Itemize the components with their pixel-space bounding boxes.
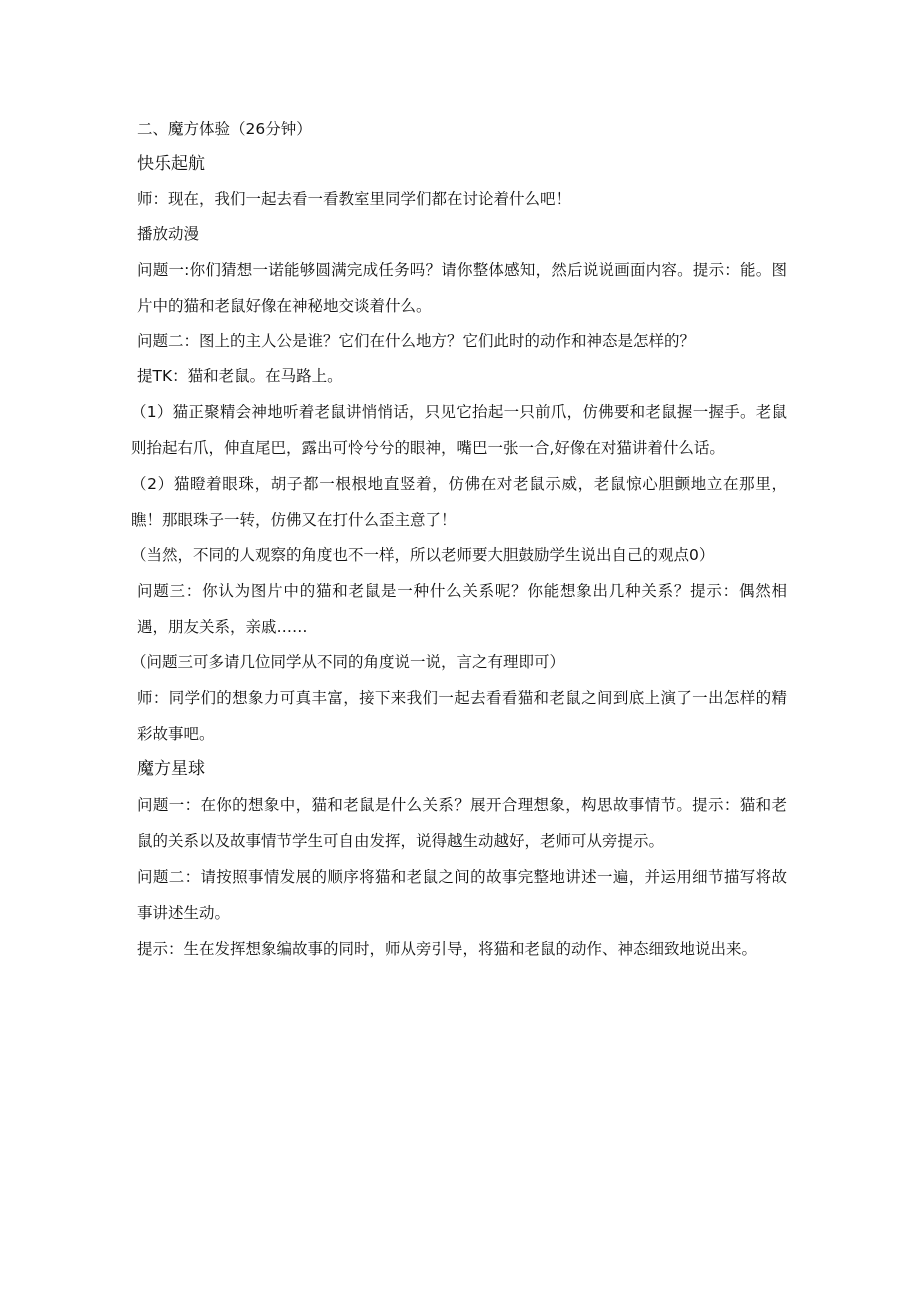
subsection-title-magic-planet: 魔方星球 bbox=[137, 759, 205, 779]
paragraph: 提示：生在发挥想象编故事的同时，师从旁引导，将猫和老鼠的动作、神态细致地说出来。 bbox=[137, 940, 758, 958]
section-title: 二、魔方体验（26分钟） bbox=[137, 120, 312, 138]
paragraph: 提TK：猫和老鼠。在马路上。 bbox=[137, 367, 343, 385]
document-page bbox=[131, 118, 787, 973]
paragraph: 播放动漫 bbox=[137, 225, 200, 243]
paragraph: （1）猫正聚精会神地听着老鼠讲悄悄话，只见它抬起一只前爪，仿佛要和老鼠握一握手。老鼠则抬起右爪，伸直尾巴，露出可怜兮兮的眼神，嘴巴一张一合,好像在对猫讲着什么话。 bbox=[131, 403, 787, 457]
subsection-title-happy-voyage: 快乐起航 bbox=[137, 154, 205, 174]
paragraph: 问题三：你认为图片中的猫和老鼠是一种什么关系呢？你能想象出几种关系？提示：偶然相遇，朋友关系，亲戚…… bbox=[137, 582, 787, 636]
paragraph: （2）猫瞪着眼珠，胡子都一根根地直竖着，仿佛在对老鼠示威，老鼠惊心胆颤地立在那里，瞧！那眼珠子一转，仿佛又在打什么歪主意了！ bbox=[131, 475, 787, 529]
paragraph: 问题一：在你的想象中，猫和老鼠是什么关系？展开合理想象，构思故事情节。提示：猫和老鼠的关系以及故事情节学生可自由发挥，说得越生动越好，老师可从旁提示。 bbox=[137, 796, 787, 850]
paragraph: （问题三可多请几位同学从不同的角度说一说，言之有理即可） bbox=[131, 653, 566, 671]
paragraph: 问题一:你们猜想一诺能够圆满完成任务吗？请你整体感知，然后说说画面内容。提示：能。图片中的猫和老鼠好像在神秘地交谈着什么。 bbox=[137, 261, 787, 315]
paragraph: 问题二：请按照事情发展的顺序将猫和老鼠之间的故事完整地讲述一遍，并运用细节描写将故事讲述生动。 bbox=[137, 868, 787, 922]
paragraph: 师：同学们的想象力可真丰富，接下来我们一起去看看猫和老鼠之间到底上演了一出怎样的精彩故事吧。 bbox=[137, 689, 787, 743]
paragraph: 问题二：图上的主人公是谁？它们在什么地方？它们此时的动作和神态是怎样的？ bbox=[137, 332, 696, 350]
paragraph: 师：现在，我们一起去看一看教室里同学们都在讨论着什么吧！ bbox=[137, 190, 572, 208]
paragraph: （当然，不同的人观察的角度也不一样，所以老师要大胆鼓励学生说出自己的观点0） bbox=[131, 546, 715, 564]
